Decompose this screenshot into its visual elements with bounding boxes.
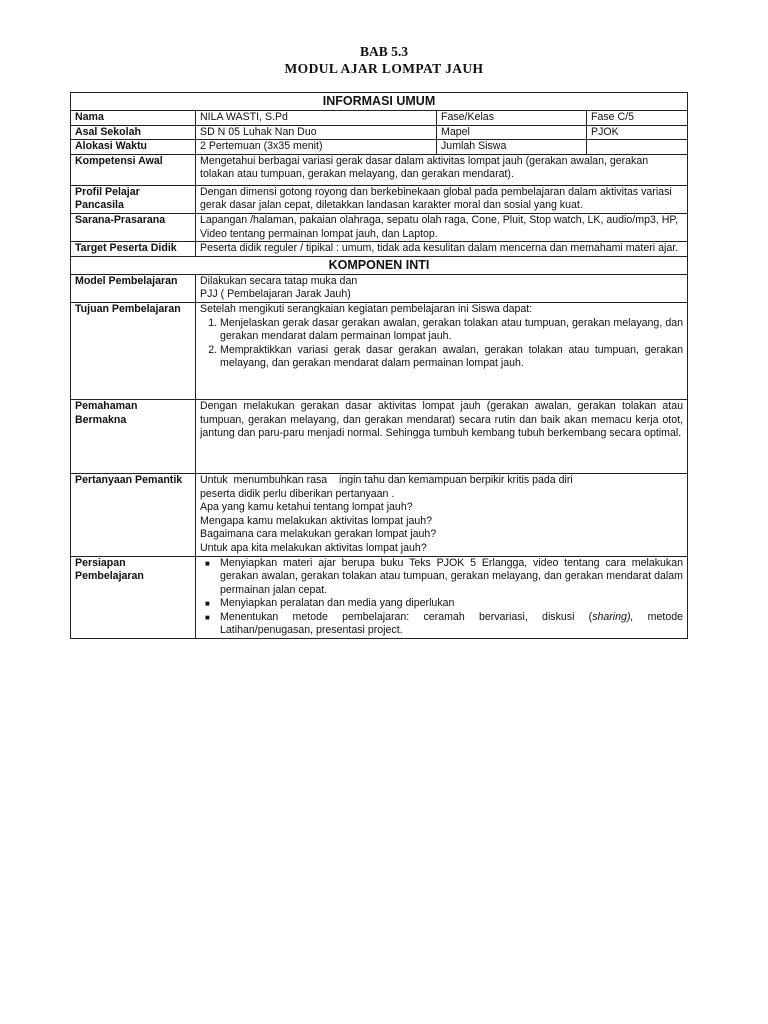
model-pembelajaran-label: Model Pembelajaran [71,274,196,302]
persiapan-item-text: metode Latihan/penugasan, presentasi project. [220,610,683,637]
asal-sekolah-label: Asal Sekolah [71,125,196,140]
model-pembelajaran-value [196,274,688,302]
mapel-value: PJOK [587,125,688,140]
profil-pelajar-row [71,185,688,213]
module-table [70,92,688,639]
tujuan-pembelajaran-row [71,302,688,399]
sarana-prasarana-label: Sarana-Prasarana [71,213,196,241]
pertanyaan-pemantik-label: Pertanyaan Pemantik [71,473,196,556]
pertanyaan-line: Apa yang kamu ketahui tentang lompat jauh? [200,501,413,514]
square-bullet-icon: ■ [205,612,210,622]
persiapan-pembelajaran-value [196,556,688,639]
sarana-prasarana-row [71,213,688,241]
persiapan-item-text: Menentukan metode pembelajaran: ceramah bervariasi, diskusi ( [220,610,593,623]
informasi-umum-heading: INFORMASI UMUM [71,93,688,111]
persiapan-item-emphasis: sharing), [592,610,634,623]
jumlah-siswa-label: Jumlah Siswa [437,140,587,155]
pemahaman-bermakna-value: Dengan melakukan gerakan dasar aktivitas lompat jauh (gerakan awalan, gerakan tolakan atau tumpuan, gerakan melayang, dan gerakan mendarat) secara rutin dan baik akan memacu kerja otot, jantung dan paru-paru menjadi normal. Sehingga tumbuh kembang tubuh berkembang secara optimal. [196,399,688,473]
pertanyaan-line: Untuk menumbuhkan rasa ingin tahu dan kemampuan berpikir kritis pada diri [200,473,573,486]
asal-sekolah-row [71,125,688,140]
asal-sekolah-value: SD N 05 Luhak Nan Duo [196,125,437,140]
mapel-label: Mapel [437,125,587,140]
target-peserta-value: Peserta didik reguler / tipikal : umum, tidak ada kesulitan dalam mencerna dan memahami materi ajar. [196,242,688,257]
tujuan-pembelajaran-label: Tujuan Pembelajaran [71,302,196,399]
pertanyaan-pemantik-row [71,473,688,556]
persiapan-pembelajaran-row [71,556,688,639]
kompetensi-awal-row [71,154,688,185]
model-pembelajaran-row [71,274,688,302]
persiapan-item [205,610,683,638]
alokasi-waktu-value: 2 Pertemuan (3x35 menit) [196,140,437,155]
fase-kelas-label: Fase/Kelas [437,111,587,126]
tujuan-list [200,317,683,371]
pertanyaan-line: Untuk apa kita melakukan aktivitas lompat jauh? [200,541,427,554]
persiapan-pembelajaran-label: Persiapan Pembelajaran [71,556,196,639]
square-bullet-icon: ■ [205,599,210,609]
pertanyaan-pemantik-value [196,473,688,556]
kompetensi-awal-value: Mengetahui berbagai variasi gerak dasar dalam aktivitas lompat jauh (gerakan awalan, gerakan tolakan atau tumpuan, gerakan melayang, dan gerakan mendarat). [196,154,688,185]
persiapan-item-text: Menyiapkan materi ajar berupa buku Teks PJOK 5 Erlangga, video tentang cara melakukan gerakan awalan, gerakan tolakan atau tumpuan, gerakan melayang, dan gerakan mendarat dalam permainan jalan cepat. [220,556,683,596]
tujuan-pembelajaran-value [196,302,688,399]
pertanyaan-line: peserta didik perlu diberikan pertanyaan . [200,487,395,500]
target-peserta-label: Target Peserta Didik [71,242,196,257]
nama-row [71,111,688,126]
persiapan-list [200,557,683,639]
nama-label: Nama [71,111,196,126]
persiapan-item [205,556,683,598]
fase-kelas-value: Fase C/5 [587,111,688,126]
tujuan-item: 1. Menjelaskan gerak dasar gerakan awalan, gerakan tolakan atau tumpuan, gerakan melayang, dan gerakan mendarat dalam permainan lompat jauh. [220,317,683,344]
pemahaman-bermakna-row [71,399,688,473]
model-line: PJJ ( Pembelajaran Jarak Jauh) [200,288,351,301]
persiapan-item-text: Menyiapkan peralatan dan media yang diperlukan [220,597,455,610]
alokasi-waktu-row [71,140,688,155]
model-line: Dilakukan secara tatap muka dan [200,274,358,287]
module-title: MODUL AJAR LOMPAT JAUH [284,61,484,76]
square-bullet-icon: ■ [205,558,210,568]
jumlah-siswa-value [587,140,688,155]
tujuan-intro: Setelah mengikuti serangkaian kegiatan pembelajaran ini Siswa dapat: [200,302,533,315]
profil-pelajar-label: Profil Pelajar Pancasila [71,185,196,213]
alokasi-waktu-label: Alokasi Waktu [71,140,196,155]
sarana-prasarana-value: Lapangan /halaman, pakaian olahraga, sepatu olah raga, Cone, Pluit, Stop watch, LK, audio/mp3, HP, Video tentang permainan lompat jauh, dan Laptop. [196,213,688,241]
pemahaman-bermakna-label: Pemahaman Bermakna [71,399,196,473]
komponen-inti-heading: KOMPONEN INTI [71,256,688,274]
tujuan-item: 2. Mempraktikkan variasi gerak dasar gerakan awalan, gerakan tolakan atau tumpuan, gerakan melayang, dan gerakan mendarat dalam permainan lompat jauh. [220,344,683,371]
profil-pelajar-value: Dengan dimensi gotong royong dan berkebinekaan global pada pembelajaran dalam aktivitas variasi gerak dasar jalan cepat, diletakkan landasan karakter moral dan sosial yang kuat. [196,185,688,213]
pertanyaan-line: Mengapa kamu melakukan aktivitas lompat jauh? [200,514,433,527]
target-peserta-row [71,242,688,257]
chapter-title: BAB 5.3 [359,44,408,59]
kompetensi-awal-label: Kompetensi Awal [71,154,196,185]
document-title-block [0,43,768,77]
persiapan-item [205,597,683,611]
nama-value: NILA WASTI, S.Pd [196,111,437,126]
pertanyaan-line: Bagaimana cara melakukan gerakan lompat jauh? [200,528,437,541]
